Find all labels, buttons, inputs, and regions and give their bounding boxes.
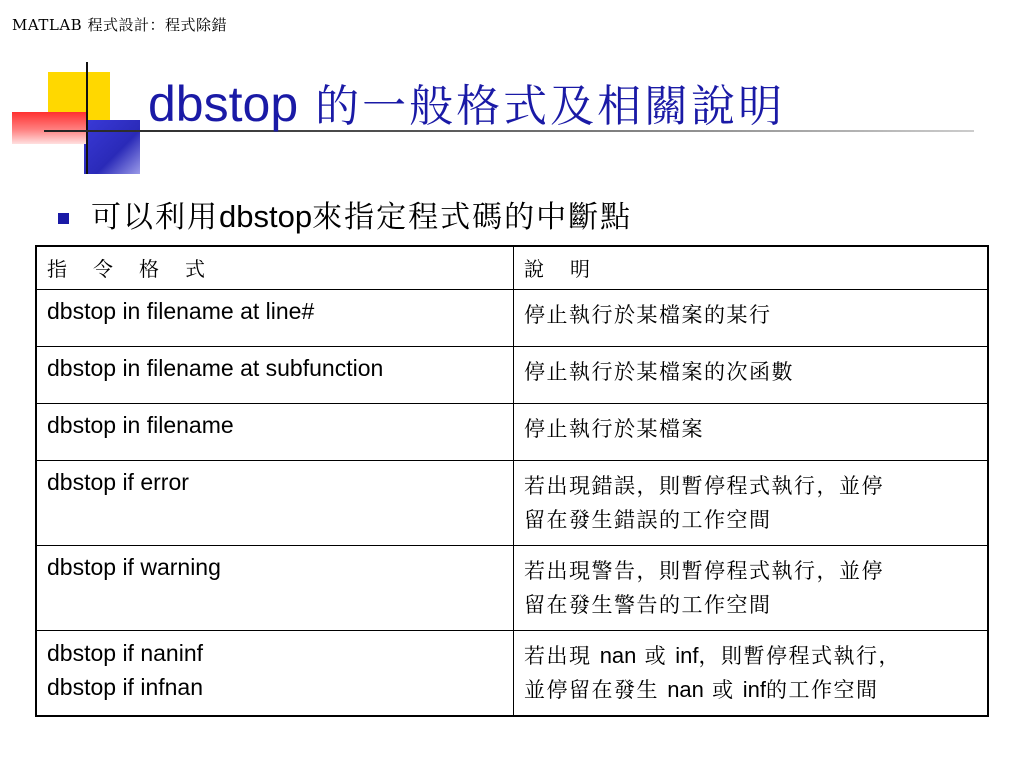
desc-fragment: 或 bbox=[644, 644, 668, 668]
table-header-description: 說明 bbox=[514, 246, 989, 290]
table-row bbox=[36, 404, 988, 461]
slide-title bbox=[148, 70, 785, 136]
command-cell: dbstop if warning bbox=[36, 546, 514, 631]
dbstop-table bbox=[35, 245, 989, 717]
command-cell: dbstop in filename at subfunction bbox=[36, 347, 514, 404]
bullet-text-command: dbstop bbox=[219, 199, 313, 234]
title-description: 的一般格式及相關說明 bbox=[298, 81, 786, 132]
desc-fragment: 若出現 bbox=[524, 644, 592, 668]
desc-fragment: inf bbox=[675, 643, 699, 668]
table-header-row bbox=[36, 246, 988, 290]
description-line: 若出現警告，則暫停程式執行，並停 bbox=[524, 559, 884, 583]
table-row bbox=[36, 290, 988, 347]
table-row bbox=[36, 461, 988, 546]
title-command: dbstop bbox=[148, 76, 299, 132]
description-cell: 停止執行於某檔案 bbox=[514, 404, 989, 461]
bullet-text-post: 來指定程式碼的中斷點 bbox=[312, 200, 633, 235]
description-cell: 停止執行於某檔案的次函數 bbox=[514, 347, 989, 404]
command-cell bbox=[36, 631, 514, 717]
description-cell: 停止執行於某檔案的某行 bbox=[514, 290, 989, 347]
command-line: dbstop if naninf bbox=[47, 640, 204, 666]
table-row bbox=[36, 347, 988, 404]
desc-fragment: 並停留在發生 bbox=[524, 678, 659, 702]
table-row bbox=[36, 631, 988, 717]
description-line: 留在發生錯誤的工作空間 bbox=[524, 508, 772, 532]
desc-fragment: inf bbox=[742, 677, 767, 702]
decor-blue-square bbox=[84, 120, 140, 174]
decor-vertical-line bbox=[86, 62, 88, 174]
desc-fragment: 的工作空間 bbox=[766, 678, 879, 702]
description-cell bbox=[514, 546, 989, 631]
description-line: 若出現錯誤，則暫停程式執行，並停 bbox=[524, 474, 884, 498]
header-text: MATLAB 程式設計：程式除錯 bbox=[12, 16, 227, 34]
description-cell bbox=[514, 461, 989, 546]
command-line: dbstop if infnan bbox=[47, 674, 204, 700]
decor-red-bar bbox=[12, 112, 88, 144]
bullet-text-pre: 可以利用 bbox=[91, 200, 219, 235]
desc-fragment: nan bbox=[599, 643, 637, 668]
command-cell: dbstop in filename at line# bbox=[36, 290, 514, 347]
square-bullet-icon bbox=[58, 213, 69, 224]
description-line: 留在發生警告的工作空間 bbox=[524, 593, 772, 617]
desc-fragment: nan bbox=[667, 677, 704, 702]
description-cell bbox=[514, 631, 989, 717]
table-row bbox=[36, 546, 988, 631]
table-header-command: 指令格式 bbox=[36, 246, 514, 290]
bullet-text bbox=[91, 200, 632, 235]
desc-fragment: ，則暫停程式執行， bbox=[698, 644, 902, 668]
command-cell: dbstop if error bbox=[36, 461, 514, 546]
bullet-item bbox=[58, 192, 632, 236]
desc-fragment: 或 bbox=[712, 678, 735, 702]
command-cell: dbstop in filename bbox=[36, 404, 514, 461]
